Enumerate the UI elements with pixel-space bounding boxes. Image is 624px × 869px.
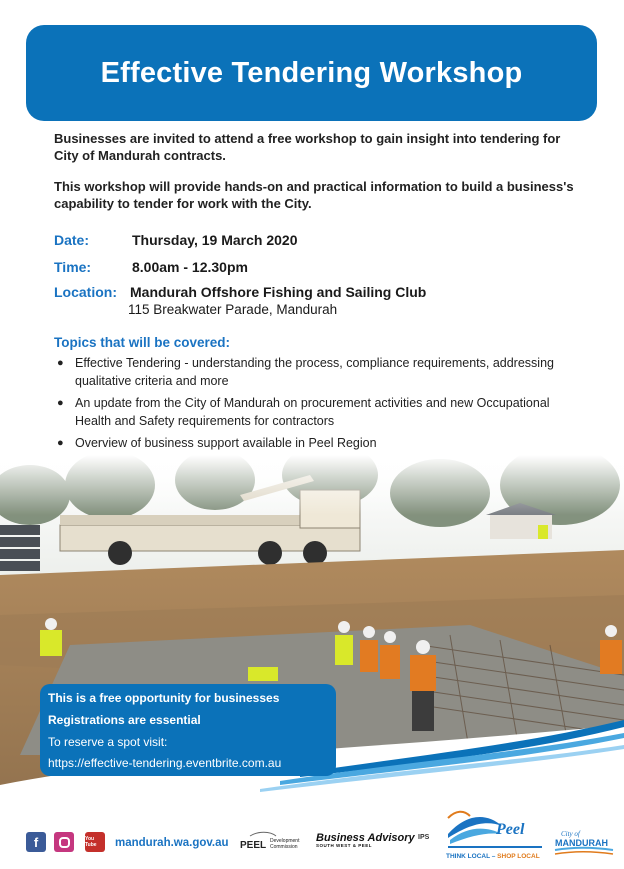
construction-site-photo	[0, 455, 624, 869]
svg-text:Commission: Commission	[270, 844, 298, 850]
time-label: Time:	[54, 259, 92, 275]
location-address: 115 Breakwater Parade, Mandurah	[128, 302, 338, 317]
svg-text:MANDURAH: MANDURAH	[555, 838, 608, 848]
intro-paragraph-1: Businesses are invited to attend a free workshop to gain insight into tendering for City of Mandurah contracts.	[54, 131, 561, 163]
youtube-icon[interactable]: You Tube	[85, 832, 105, 852]
topics-list	[54, 354, 554, 456]
list-item: ● Effective Tendering - understanding the process, compliance requirements, addressing qualitative criteria and more	[57, 356, 554, 388]
bullet-icon: ●	[57, 437, 64, 449]
city-of-mandurah-logo	[553, 827, 615, 857]
bullet-icon: ●	[57, 397, 64, 409]
svg-text:Peel: Peel	[496, 821, 525, 838]
bullet-icon: ●	[57, 357, 64, 369]
location-label: Location:	[54, 284, 117, 300]
date-value: Thursday, 19 March 2020	[132, 232, 298, 248]
page-title: Effective Tendering Workshop	[100, 56, 523, 89]
list-item: ● An update from the City of Mandurah on procurement activities and new Occupational Health and Safety requirements for contractors	[57, 396, 550, 428]
infobox-line-3: To reserve a spot visit:	[48, 735, 168, 749]
svg-text:PEEL: PEEL	[240, 840, 267, 851]
facebook-icon[interactable]: f	[26, 832, 46, 852]
website-link[interactable]: mandurah.wa.gov.au	[115, 837, 229, 849]
think-local-shop-local: THINK LOCAL – SHOP LOCAL	[446, 853, 540, 860]
list-item: ● Overview of business support available in Peel Region	[57, 436, 377, 450]
registration-infobox	[40, 684, 336, 776]
ips-logo: IPS	[418, 834, 430, 841]
time-value: 8.00am - 12.30pm	[132, 259, 248, 275]
infobox-line-1: This is a free opportunity for businesses	[48, 691, 280, 705]
business-advisory-logo: Business Advisory SOUTH WEST & PEEL	[316, 832, 415, 848]
infobox-line-2: Registrations are essential	[48, 713, 201, 727]
date-label: Date:	[54, 232, 90, 248]
instagram-icon[interactable]	[54, 832, 74, 852]
svg-text:Development: Development	[270, 838, 300, 844]
title-banner	[26, 25, 597, 121]
svg-text:City of: City of	[561, 830, 580, 838]
intro-paragraph-2: This workshop will provide hands-on and practical information to build a business's capability to tender for work with the City.	[54, 179, 574, 211]
registration-link[interactable]: https://effective-tendering.eventbrite.com.au	[48, 756, 282, 770]
peel-development-commission-logo	[240, 830, 314, 859]
location-value: Mandurah Offshore Fishing and Sailing Club	[130, 284, 427, 300]
topics-title: Topics that will be covered:	[54, 335, 231, 350]
